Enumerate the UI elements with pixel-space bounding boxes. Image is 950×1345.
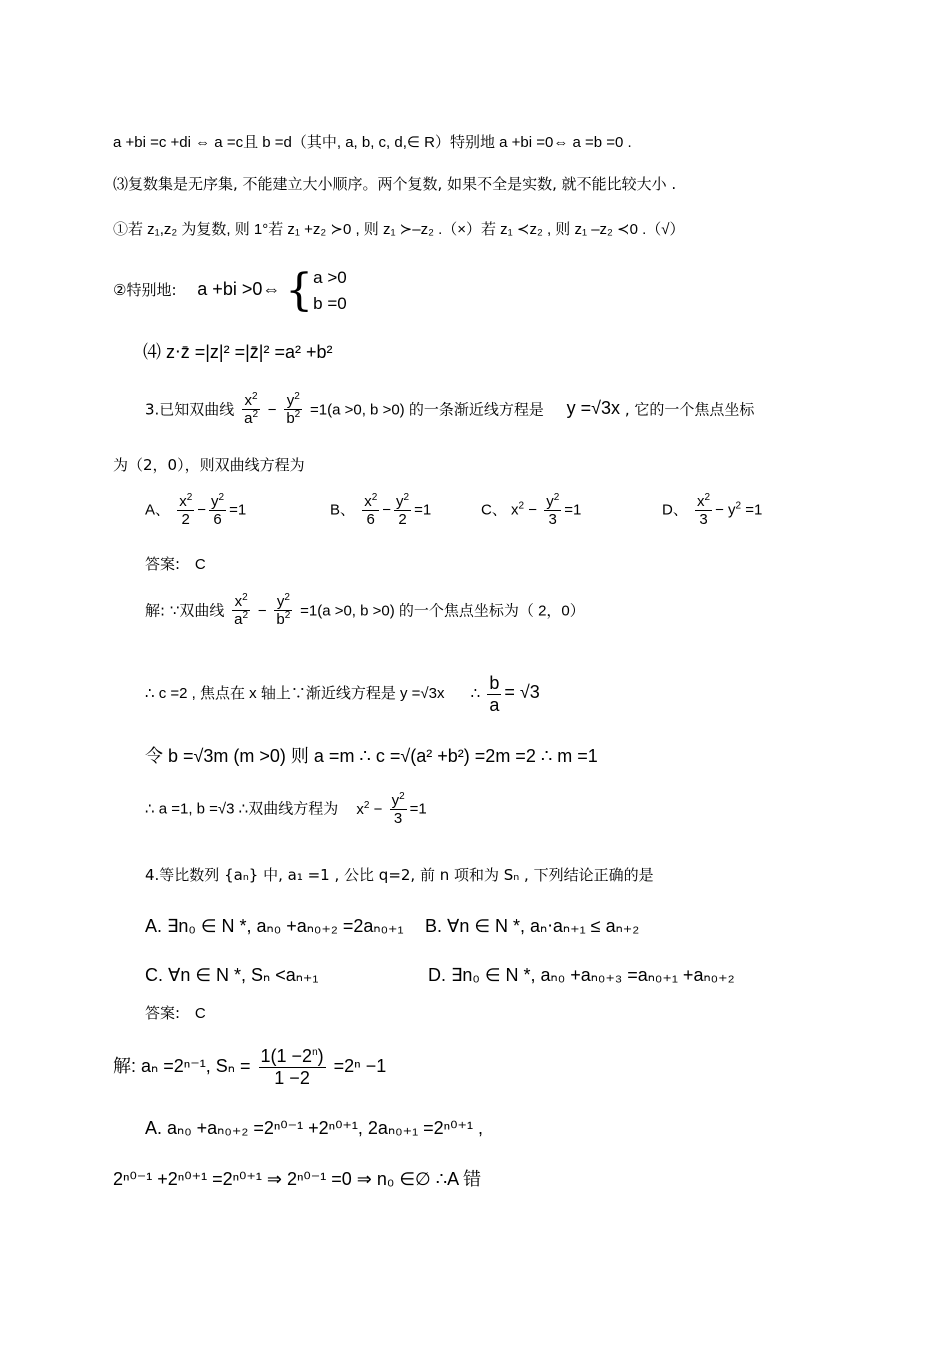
special-case-cond-1: a >0 [313, 268, 347, 287]
line-complex-equality: a +bi =c +di ⇔ a =c且 b =d（其中, a, b, c, d,∈ R）特别地 a +bi =0⇔ a =b =0 . [113, 134, 632, 151]
q3-pre: 3.已知双曲线 [145, 400, 235, 419]
special-case-label: ②特别地: [113, 281, 177, 299]
answer-label: 答案: [145, 1004, 181, 1022]
special-case-expr: a +bi >0⇔ [197, 279, 281, 299]
q4-solution-post: =2ⁿ −1 [333, 1055, 387, 1076]
q4-solution-pre: aₙ =2ⁿ⁻¹, Sₙ = [141, 1055, 251, 1076]
solution-label: 解: [145, 601, 166, 620]
q3-option-c: C、 $x^2$ − $\frac{y^2}{3}$ =1 [481, 492, 582, 529]
q4-solution-a: A. aₙ₀ +aₙ₀₊₂ =2ⁿ⁰⁻¹ +2ⁿ⁰⁺¹, 2aₙ₀₊₁ =2ⁿ⁰⁺¹ , [145, 1118, 483, 1138]
answer-label: 答案: [145, 555, 181, 573]
q3-option-a-label: A、 [145, 501, 171, 519]
q3-post: , 它的一个焦点坐标 [624, 400, 755, 419]
brace-symbol: { [285, 264, 314, 316]
line-complex-compare: ①若 z₁,z₂ 为复数, 则 1°若 z₁ +z₂ ≻0 , 则 z₁ ≻–z₂ .（×）若 z₁ ≺z₂ , 则 z₁ –z₂ ≺0 .（√） [113, 221, 685, 238]
q4-answer-value: C [194, 1005, 206, 1022]
q3-stem: 3.已知双曲线 $\frac{x^2}{a^2}$ − $\frac{y^2}{b^2}$ =1(a >0, b >0) 的一条渐近线方程是 y =√3x , 它的一个焦点坐标 [145, 391, 755, 428]
q3-option-d-label: D、 [662, 501, 688, 519]
q3-asymptote: y =√3x [566, 398, 621, 419]
line-special-case [113, 265, 347, 316]
q3-solution-therefore: ∴ [470, 685, 481, 703]
line-complex-order: ⑶复数集是无序集, 不能建立大小顺序。两个复数, 如果不全是实数, 就不能比较大小 . [113, 175, 677, 193]
q3-answer [145, 557, 206, 572]
q3-solution-line4: ∴ a =1, b =√3 ∴双曲线方程为 $x^2$ − $\frac{y^2}{3}$ =1 [145, 791, 427, 828]
q4-option-d: D. ∃n₀ ∈ N *, aₙ₀ +aₙ₀₊₃ =aₙ₀₊₁ +aₙ₀₊₂ [428, 965, 735, 985]
q3-solution-post: =1(a >0, b >0) 的一个焦点坐标为（ 2，0） [300, 602, 585, 620]
line-modulus: ⑷ z⋅z̄ =|z|² =|z̄|² =a² +b² [143, 342, 333, 362]
q3-option-b-label: B、 [330, 501, 356, 519]
q3-answer-value: C [194, 556, 206, 573]
q4-option-b: B. ∀n ∈ N *, aₙ⋅aₙ₊₁ ≤ aₙ₊₂ [425, 916, 640, 936]
q3-mid: =1(a >0, b >0) 的一条渐近线方程是 [310, 401, 544, 419]
q3-option-c-label: C、 [481, 501, 507, 519]
q3-solution-line2-text: ∴ c =2 , 焦点在 x 轴上∵渐近线方程是 y =√3x [145, 685, 445, 703]
q4-option-c: C. ∀n ∈ N *, Sₙ <aₙ₊₁ [145, 965, 319, 985]
q3-option-d: D、 $\frac{x^2}{3}$ − $y^2 =1$ [662, 492, 763, 529]
q3-stem-line2: 为（2，0），则双曲线方程为 [113, 456, 305, 474]
q3-solution-line3: 令 b =√3m (m >0) 则 a =m ∴ c =√(a² +b²) =2m =2 ∴ m =1 [145, 746, 598, 766]
q4-solution-line1: 解: aₙ =2ⁿ⁻¹, Sₙ = $\frac{1(1 -2^n)}{1 -2}$ =2ⁿ −1 [113, 1046, 387, 1088]
solution-label: 解: [113, 1055, 137, 1076]
q4-option-a: A. ∃n₀ ∈ N *, aₙ₀ +aₙ₀₊₂ =2aₙ₀₊₁ [145, 916, 404, 936]
q3-solution-pre: ∵双曲线 [169, 601, 225, 620]
q4-solution-last: 2ⁿ⁰⁻¹ +2ⁿ⁰⁺¹ =2ⁿ⁰⁺¹ ⇒ 2ⁿ⁰⁻¹ =0 ⇒ n₀ ∈∅ ∴A 错 [113, 1169, 482, 1189]
q4-answer [145, 1006, 206, 1021]
q3-solution-line1: 解: ∵双曲线 $\frac{x^2}{a^2}$ − $\frac{y^2}{b^2}$ =1(a >0, b >0) 的一个焦点坐标为（ 2，0） [145, 592, 585, 629]
q4-stem: 4.等比数列 {aₙ} 中, a₁ =1 , 公比 q=2, 前 n 项和为 Sₙ , 下列结论正确的是 [145, 866, 654, 884]
q3-solution-line4-text: ∴ a =1, b =√3 ∴双曲线方程为 [145, 800, 339, 818]
q3-option-a: A、 $\frac{x^2}{2}$ − $\frac{y^2}{6}$ =1 [145, 492, 247, 529]
special-case-cond-2: b =0 [313, 293, 347, 313]
q3-solution-line2: ∴ c =2 , 焦点在 x 轴上∵渐近线方程是 y =√3x ∴ $\frac{b}{a}$ = √3 [145, 673, 540, 715]
q3-option-b: B、 $\frac{x^2}{6}$ − $\frac{y^2}{2}$ =1 [330, 492, 432, 529]
